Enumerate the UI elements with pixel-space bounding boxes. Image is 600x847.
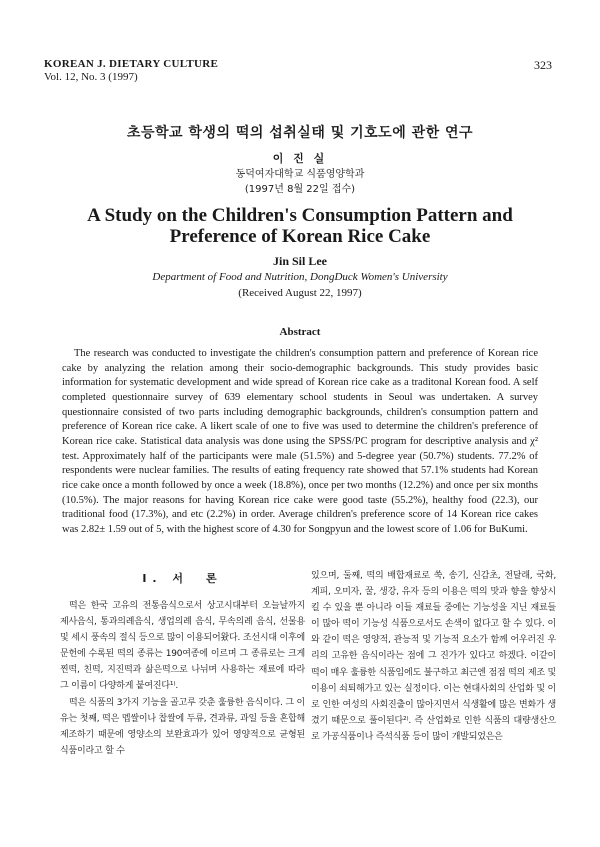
- journal-volume: Vol. 12, No. 3 (1997): [44, 71, 138, 83]
- korean-title: 초등학교 학생의 떡의 섭취실태 및 기호도에 관한 연구: [126, 125, 474, 141]
- english-author: Jin Sil Lee: [272, 254, 327, 268]
- english-title-line2: Preference of Korean Rice Cake: [169, 226, 431, 247]
- body-paragraph: 있으며, 둘째, 떡의 배합재료로 쑥, 송기, 신감초, 전달래, 국화, 계피, 오미자, 꿀, 생강, 유자 등의 이용은 떡의 맛과 향을 향상시킬 수 있을 뿐 아니라 이들 재료들 중에는 기능성을 지닌 재료들이 많아 떡이 기능성 식품으로서도 손색이 없다고 할 수 있다. 이와 같이 떡은 영양적, 관능적 및 기능적 요소가 함께 어우러진 우리의 고유한 음식이라는 점에 그 진가가 있다고 하겠다. 이같이 떡이 매우 훌륭한 식품임에도 불구하고 최근엔 점점 떡의 제조 및 이용이 쇠퇴해가고 있는 실정이다. 이는 현대사회의 산업화 및 이로 인한 여성의 사회진출이 많아지면서 식생활에 많은 변화가 생겼기 때문으로 풀이된다²⁾. 즉 산업화로 인한 식품의 대량생산으로 가공식품이나 즉석식품 등이 많이 개발되었은은: [311, 571, 556, 742]
- english-title-line1: A Study on the Children's Consumption Pattern and: [87, 205, 513, 226]
- body-paragraph: 떡은 한국 고유의 전통음식으로서 상고시대부터 오늘날까지 제사음식, 통과의례음식, 생업의례 음식, 무속의례 음식, 선물용 및 세시 풍속의 절식 등으로 많이 이용되어왔다. 조선시대 이후에 문헌에 수록된 떡의 종류는 190여종에 이르며 그 종류로는 크게 찐떡, 친떡, 지진떡과 삶은떡으로 나뉘며 사용하는 재료에 따라 그 이름이 다양하게 붙여진다¹⁾.: [60, 601, 305, 692]
- english-affiliation: Department of Food and Nutrition, DongDuck Women's University: [152, 271, 448, 283]
- abstract-text: The research was conducted to investigate the children's consumption pattern and preference of Korean rice cake by analyzing the relation among their socio-demographic backgrounds. This study provides basic information for systematic development and wide spread of Korean rice cake as a traditonal Korean food. A self completed questionnaire survey of 639 elementary school students in Seoul was undertaken. A survey questionnaire consisted of two parts including demographic backgrounds, children's consumption pattern and preference of Korean rice cake. A likert scale of one to five was used to determine the children's preference of Korean rice cake. Statistical data analysis was done using the SPSS/PC program for descriptive analysis and χ² test. Approximately half of the participants were male (51.5%) and 5-degree year (50.7%) students. 77.2% of respondents were nuclear families. The results of eating frequency rate showed that 57.1% students had Korean rice cake once a month followed by once a week (18.8%), once per two months (12.2%) and once per six months (10.5%). The major reasons for having Korean rice cake were good taste (55.2%), healthy food (22.3), our traditional food (17.3%), and etc (2.2%) in order. Average children's preference score of 14 Korean rice cakes was 2.82± 1.59 out of 5, with the highest score of 4.30 for Songpyun and the lowest score of 1.06 for BuKumi.: [62, 348, 538, 535]
- english-title: [0, 205, 600, 247]
- korean-received-date: (1997년 8월 22일 접수): [244, 184, 356, 195]
- korean-author: 이 진 실: [272, 152, 328, 165]
- body-left-column: [60, 598, 305, 759]
- korean-affiliation: 동덕여자대학교 식품영양학과: [235, 169, 365, 180]
- abstract-heading: Abstract: [279, 326, 321, 338]
- page-number: 323: [534, 58, 552, 72]
- section-heading-introduction: I. 서 론: [142, 572, 223, 585]
- journal-info: [44, 58, 218, 84]
- journal-name: KOREAN J. DIETARY CULTURE: [44, 58, 219, 70]
- english-received-date: (Received August 22, 1997): [238, 287, 362, 299]
- body-right-column: [311, 568, 556, 745]
- body-paragraph: 떡은 식품의 3가지 기능을 골고루 갖춘 훌륭한 음식이다. 그 이유는 첫째, 떡은 멥쌀이나 찹쌀에 두류, 견과류, 과일 등을 혼합해 제조하기 때문에 영양소의 보완효과가 있어 영양적으로 균형된 식품이라고 할 수: [60, 697, 305, 756]
